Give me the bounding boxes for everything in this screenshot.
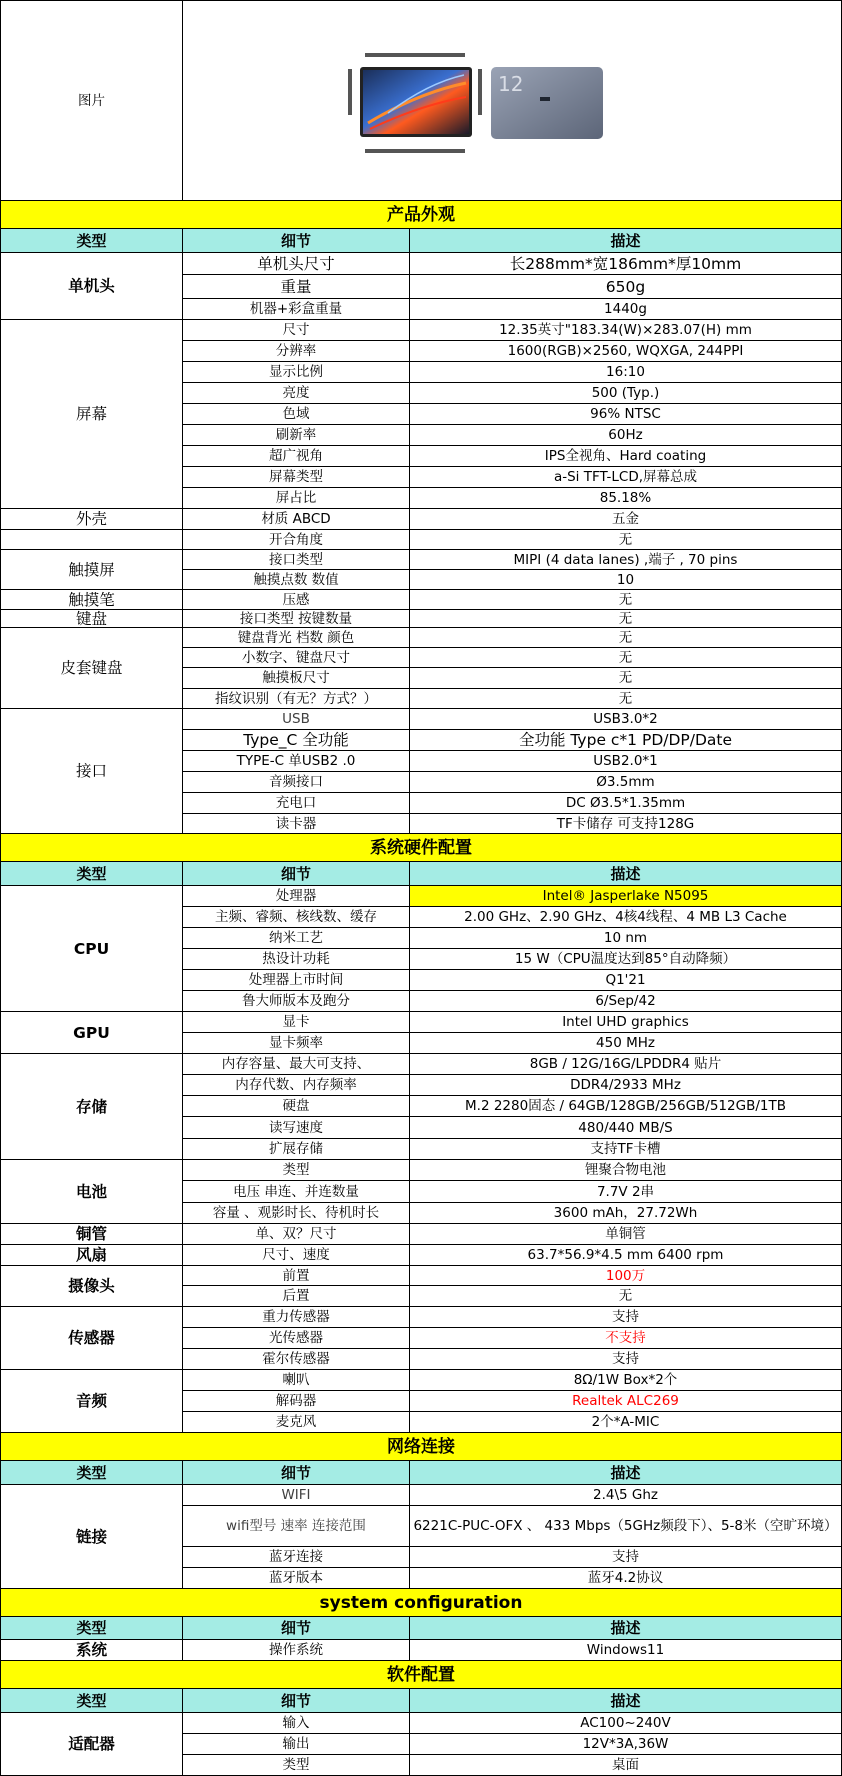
group-shell-blank (0, 530, 183, 550)
header-desc-w: 描述 (410, 1689, 842, 1713)
value-angle: 无 (410, 530, 842, 550)
detail-copper: 单、双？尺寸 (183, 1224, 410, 1245)
value-gamut: 96% NTSC (410, 404, 842, 425)
group-gpu: GPU (0, 1012, 183, 1054)
detail-fan: 尺寸、速度 (183, 1245, 410, 1266)
value-touch_pts: 10 (410, 570, 842, 590)
value-bt_ver: 蓝牙4.2协议 (410, 1568, 842, 1589)
detail-gravity: 重力传感器 (183, 1307, 410, 1328)
value-panel: a-Si TFT-LCD,屏幕总成 (410, 467, 842, 488)
value-touch_if: MIPI (4 data lanes) ,端子 , 70 pins (410, 550, 842, 570)
detail-refresh: 刷新率 (183, 425, 410, 446)
value-bt: 支持 (410, 1547, 842, 1568)
detail-scr_size: 尺寸 (183, 320, 410, 341)
detail-gpu_freq: 显卡频率 (183, 1033, 410, 1054)
detail-light: 光传感器 (183, 1328, 410, 1349)
detail-ad_type: 类型 (183, 1755, 410, 1776)
detail-head_size: 单机头尺寸 (183, 253, 410, 275)
group-ports: 接口 (0, 709, 183, 834)
value-freq: 2.00 GHz、2.90 GHz、4核4线程、4 MB L3 Cache (410, 907, 842, 928)
value-expand: 支持TF卡槽 (410, 1139, 842, 1160)
group-fan: 风扇 (0, 1245, 183, 1266)
value-ratio: 16:10 (410, 362, 842, 383)
group-screen: 屏幕 (0, 320, 183, 509)
group-adapter: 适配器 (0, 1713, 183, 1776)
detail-launch: 处理器上市时间 (183, 970, 410, 991)
value-hall: 支持 (410, 1349, 842, 1370)
value-ck_numpad: 无 (410, 648, 842, 668)
value-card: TF卡储存 可支持128G (410, 814, 842, 834)
product-image-cell (183, 0, 842, 201)
value-light: 不支持 (410, 1328, 842, 1349)
value-usb: USB3.0*2 (410, 709, 842, 730)
group-copper: 铜管 (0, 1224, 183, 1245)
header-type-h: 类型 (0, 862, 183, 886)
value-process: 10 nm (410, 928, 842, 949)
header-detail-a: 细节 (183, 229, 410, 253)
detail-ratio: 显示比例 (183, 362, 410, 383)
value-material: 五金 (410, 509, 842, 530)
header-type-s: 类型 (0, 1617, 183, 1640)
section-appearance: 产品外观 (0, 201, 842, 229)
value-ludashi: 6/Sep/42 (410, 991, 842, 1012)
value-fan: 63.7*56.9*4.5 mm 6400 rpm (410, 1245, 842, 1266)
detail-process: 纳米工艺 (183, 928, 410, 949)
section-network: 网络连接 (0, 1433, 842, 1461)
header-type-n: 类型 (0, 1461, 183, 1485)
value-gravity: 支持 (410, 1307, 842, 1328)
detail-disk: 硬盘 (183, 1096, 410, 1117)
detail-charge: 充电口 (183, 793, 410, 814)
value-audio_jack: Ø3.5mm (410, 772, 842, 793)
value-typec_usb2: USB2.0*1 (410, 751, 842, 772)
detail-bat_cap: 容量 、观影时长、待机时长 (183, 1203, 410, 1224)
group-cpu: CPU (0, 886, 183, 1012)
detail-panel: 屏幕类型 (183, 467, 410, 488)
detail-viewing: 超广视角 (183, 446, 410, 467)
value-gpu_card: Intel UHD graphics (410, 1012, 842, 1033)
section-system: system configuration (0, 1589, 842, 1617)
tablet-front-view-icon (348, 53, 482, 153)
detail-cam_front: 前置 (183, 1266, 410, 1286)
detail-angle: 开合角度 (183, 530, 410, 550)
value-mic: 2个*A-MIC (410, 1412, 842, 1433)
value-pen_pressure: 无 (410, 590, 842, 610)
group-keyboard: 键盘 (0, 610, 183, 628)
value-bat_volt: 7.7V 2串 (410, 1181, 842, 1203)
detail-gpu_card: 显卡 (183, 1012, 410, 1033)
value-refresh: 60Hz (410, 425, 842, 446)
value-bat_cap: 3600 mAh，27.72Wh (410, 1203, 842, 1224)
value-cam_front: 100万 (410, 1266, 842, 1286)
value-kb_if: 无 (410, 610, 842, 628)
header-desc-n: 描述 (410, 1461, 842, 1485)
value-cam_rear: 无 (410, 1286, 842, 1307)
detail-audio_jack: 音频接口 (183, 772, 410, 793)
value-ad_type: 桌面 (410, 1755, 842, 1776)
detail-touch_pts: 触摸点数 数值 (183, 570, 410, 590)
detail-ck_finger: 指纹识别（有无？方式？） (183, 689, 410, 709)
value-head_size: 长288mm*宽186mm*厚10mm (410, 253, 842, 275)
header-detail-w: 细节 (183, 1689, 410, 1713)
group-cover_keyboard: 皮套键盘 (0, 628, 183, 709)
value-mem_gen: DDR4/2933 MHz (410, 1075, 842, 1096)
value-rw: 480/440 MB/S (410, 1117, 842, 1139)
value-ck_backlight: 无 (410, 628, 842, 648)
detail-output: 输出 (183, 1734, 410, 1755)
detail-os: 操作系统 (183, 1640, 410, 1661)
header-desc-h: 描述 (410, 862, 842, 886)
value-screen_ratio: 85.18% (410, 488, 842, 509)
detail-mic: 麦克风 (183, 1412, 410, 1433)
header-detail-h: 细节 (183, 862, 410, 886)
detail-hall: 霍尔传感器 (183, 1349, 410, 1370)
detail-input: 输入 (183, 1713, 410, 1734)
detail-mem_gen: 内存代数、内存频率 (183, 1075, 410, 1096)
section-software: 软件配置 (0, 1661, 842, 1689)
detail-codec: 解码器 (183, 1391, 410, 1412)
detail-kit_weight: 机器+彩盒重量 (183, 299, 410, 320)
value-typec_full: 全功能 Type c*1 PD/DP/Date (410, 730, 842, 751)
header-detail-n: 细节 (183, 1461, 410, 1485)
detail-brightness: 亮度 (183, 383, 410, 404)
value-resolution: 1600(RGB)×2560, WQXGA, 244PPI (410, 341, 842, 362)
group-shell: 外壳 (0, 509, 183, 530)
section-hardware: 系统硬件配置 (0, 834, 842, 862)
detail-pen_pressure: 压感 (183, 590, 410, 610)
value-viewing: IPS全视角、Hard coating (410, 446, 842, 467)
group-battery: 电池 (0, 1160, 183, 1224)
value-launch: Q1'21 (410, 970, 842, 991)
header-desc-a: 描述 (410, 229, 842, 253)
detail-screen_ratio: 屏占比 (183, 488, 410, 509)
value-wifi: 2.4\5 Ghz (410, 1485, 842, 1506)
detail-processor: 处理器 (183, 886, 410, 907)
detail-kb_if: 接口类型 按键数量 (183, 610, 410, 628)
detail-weight: 重量 (183, 275, 410, 299)
value-kit_weight: 1440g (410, 299, 842, 320)
value-processor: Intel® Jasperlake N5095 (410, 886, 842, 907)
detail-usb: USB (183, 709, 410, 730)
detail-touch_if: 接口类型 (183, 550, 410, 570)
detail-material: 材质 ABCD (183, 509, 410, 530)
group-storage: 存储 (0, 1054, 183, 1160)
header-type-w: 类型 (0, 1689, 183, 1713)
value-tdp: 15 W（CPU温度达到85°自动降频） (410, 949, 842, 970)
value-disk: M.2 2280固态 / 64GB/128GB/256GB/512GB/1TB (410, 1096, 842, 1117)
detail-bat_type: 类型 (183, 1160, 410, 1181)
detail-bat_volt: 电压 串连、并连数量 (183, 1181, 410, 1203)
svg-text:12: 12 (498, 72, 524, 96)
value-input: AC100~240V (410, 1713, 842, 1734)
value-wifi_model: 6221C-PUC-OFX 、 433 Mbps（5GHz频段下）、5-8米（空旷环境） (410, 1506, 842, 1547)
detail-bt_ver: 蓝牙版本 (183, 1568, 410, 1589)
image-label: 图片 (0, 0, 183, 201)
detail-wifi_model: wifi型号 速率 连接范围 (183, 1506, 410, 1547)
detail-typec_usb2: TYPE-C 单USB2 .0 (183, 751, 410, 772)
detail-freq: 主频、睿频、核线数、缓存 (183, 907, 410, 928)
value-charge: DC Ø3.5*1.35mm (410, 793, 842, 814)
value-ck_touchpad: 无 (410, 668, 842, 689)
group-link: 链接 (0, 1485, 183, 1589)
group-sensor: 传感器 (0, 1307, 183, 1370)
detail-ck_touchpad: 触摸板尺寸 (183, 668, 410, 689)
header-detail-s: 细节 (183, 1617, 410, 1640)
value-ck_finger: 无 (410, 689, 842, 709)
value-brightness: 500 (Typ.) (410, 383, 842, 404)
detail-card: 读卡器 (183, 814, 410, 834)
value-output: 12V*3A,36W (410, 1734, 842, 1755)
group-touch: 触摸屏 (0, 550, 183, 590)
value-bat_type: 锂聚合物电池 (410, 1160, 842, 1181)
value-weight: 650g (410, 275, 842, 299)
value-codec: Realtek ALC269 (410, 1391, 842, 1412)
group-head: 单机头 (0, 253, 183, 320)
detail-typec_full: Type_C 全功能 (183, 730, 410, 751)
value-gpu_freq: 450 MHz (410, 1033, 842, 1054)
detail-ludashi: 鲁大师版本及跑分 (183, 991, 410, 1012)
group-system: 系统 (0, 1640, 183, 1661)
tablet-back-view-icon (491, 67, 603, 139)
value-os: Windows11 (410, 1640, 842, 1661)
detail-expand: 扩展存储 (183, 1139, 410, 1160)
detail-bt: 蓝牙连接 (183, 1547, 410, 1568)
detail-cam_rear: 后置 (183, 1286, 410, 1307)
detail-wifi: WIFI (183, 1485, 410, 1506)
group-camera: 摄像头 (0, 1266, 183, 1307)
header-type-a: 类型 (0, 229, 183, 253)
group-pen: 触摸笔 (0, 590, 183, 610)
detail-ck_backlight: 键盘背光 档数 颜色 (183, 628, 410, 648)
group-audio: 音频 (0, 1370, 183, 1433)
detail-mem: 内存容量、最大可支持、 (183, 1054, 410, 1075)
value-speaker: 8Ω/1W Box*2个 (410, 1370, 842, 1391)
detail-gamut: 色域 (183, 404, 410, 425)
value-scr_size: 12.35英寸"183.34(W)×283.07(H) mm (410, 320, 842, 341)
detail-resolution: 分辨率 (183, 341, 410, 362)
detail-ck_numpad: 小数字、键盘尺寸 (183, 648, 410, 668)
detail-speaker: 喇叭 (183, 1370, 410, 1391)
product-photo (348, 53, 628, 153)
detail-rw: 读写速度 (183, 1117, 410, 1139)
value-copper: 单铜管 (410, 1224, 842, 1245)
header-desc-s: 描述 (410, 1617, 842, 1640)
value-mem: 8GB / 12G/16G/LPDDR4 贴片 (410, 1054, 842, 1075)
detail-tdp: 热设计功耗 (183, 949, 410, 970)
